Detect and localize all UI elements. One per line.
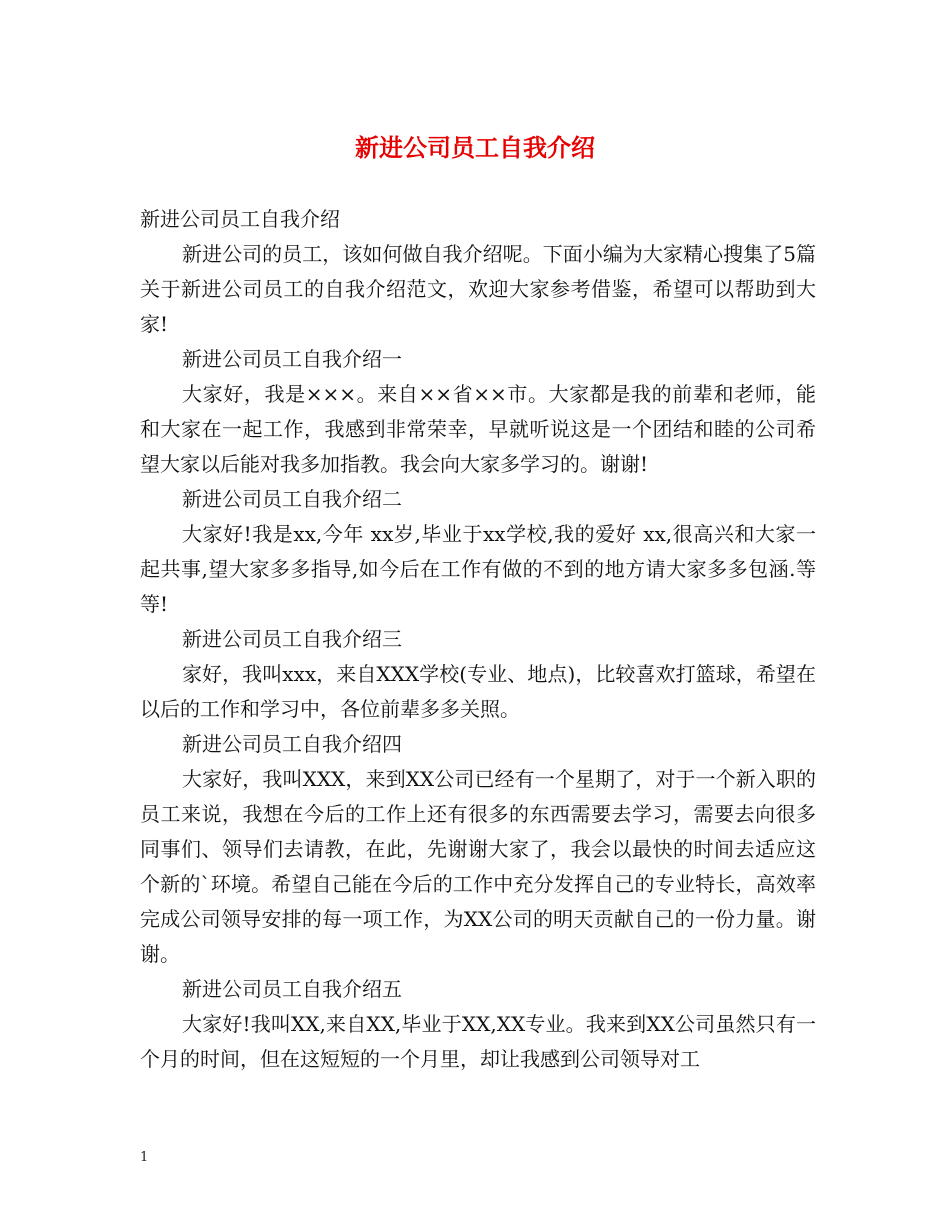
section-heading-2: 新进公司员工自我介绍二: [182, 487, 402, 511]
document-body: [140, 202, 816, 1077]
paragraph-section-5: 大家好!我叫XX,来自XX,毕业于XX,XX专业。我来到XX公司虽然只有一个月的时间，但在这短短的一个月里，却让我感到公司领导对工: [140, 1012, 816, 1071]
section-heading-3: 新进公司员工自我介绍三: [182, 627, 402, 651]
page-number: 1: [140, 1150, 149, 1165]
paragraph-section-3: 家好，我叫xxx，来自XXX学校(专业、地点)，比较喜欢打篮球，希望在以后的工作和学习中，各位前辈多多关照。: [140, 662, 816, 721]
section-heading-4: 新进公司员工自我介绍四: [182, 732, 402, 756]
document-title: 新进公司员工自我介绍: [355, 133, 595, 162]
paragraph-heading: 新进公司员工自我介绍: [140, 207, 340, 231]
section-heading-5: 新进公司员工自我介绍五: [182, 977, 402, 1001]
paragraph-intro: 新进公司的员工，该如何做自我介绍呢。下面小编为大家精心搜集了5篇关于新进公司员工的自我介绍范文，欢迎大家参考借鉴，希望可以帮助到大家!: [140, 242, 816, 336]
paragraph-section-2: 大家好!我是xx,今年 xx岁,毕业于xx学校,我的爱好 xx,很高兴和大家一起共事,望大家多多指导,如今后在工作有做的不到的地方请大家多多包涵.等等!: [140, 522, 816, 616]
paragraph-section-1: 大家好，我是×××。来自××省××市。大家都是我的前辈和老师，能和大家在一起工作，我感到非常荣幸，早就听说这是一个团结和睦的公司希望大家以后能对我多加指教。我会向大家多学习的。谢谢!: [140, 382, 816, 476]
paragraph-section-4: 大家好，我叫XXX，来到XX公司已经有一个星期了，对于一个新入职的员工来说，我想在今后的工作上还有很多的东西需要去学习，需要去向很多同事们、领导们去请教，在此，先谢谢大家了，我会以最快的时间去适应这个新的`环境。希望自己能在今后的工作中充分发挥自己的专业特长，高效率完成公司领导安排的每一项工作，为XX公司的明天贡献自己的一份力量。谢谢。: [140, 767, 816, 966]
section-heading-1: 新进公司员工自我介绍一: [182, 347, 402, 371]
